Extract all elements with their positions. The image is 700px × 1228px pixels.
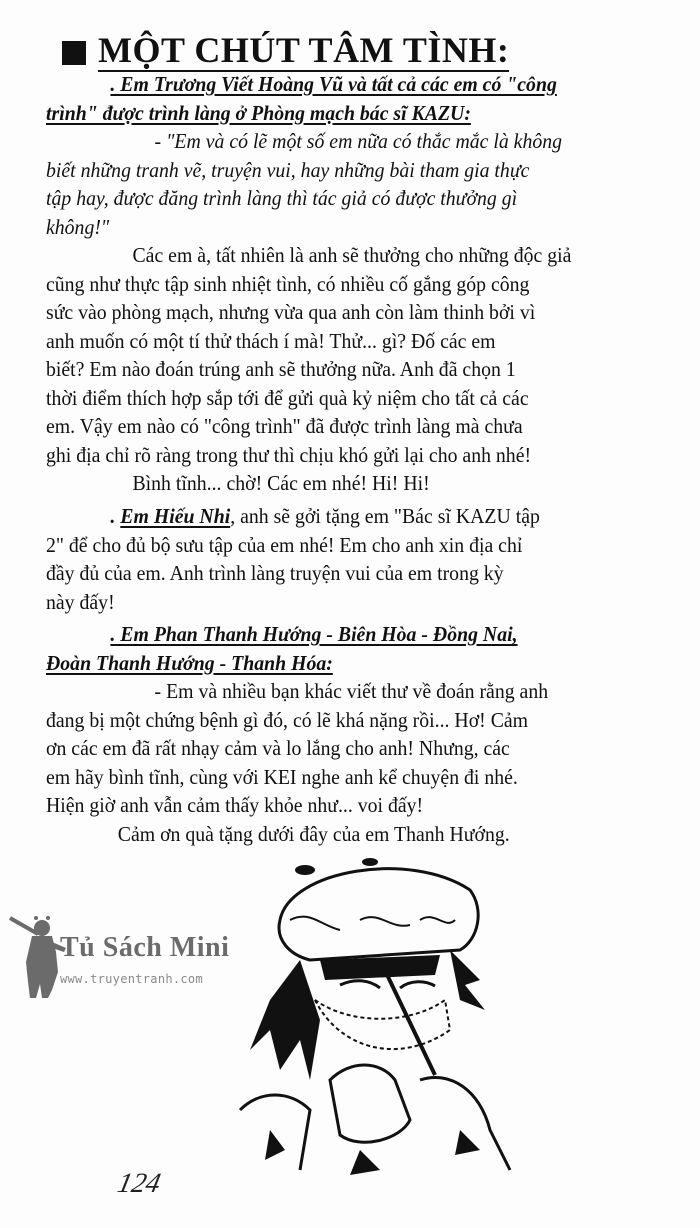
watermark-url: www.truyentranh.com (60, 972, 203, 986)
body-line: 2" để cho đủ bộ sưu tập của em nhé! Em cho anh xin địa chỉ (46, 532, 523, 557)
reply-line: anh muốn có một tí thử thách í mà! Thử... gì? Đố các em (46, 328, 496, 353)
section-heading (62, 30, 509, 72)
section-3 (46, 620, 656, 848)
reply-line: thời điểm thích hợp sắp tới để gửi quà kỷ niệm cho tất cả các (46, 385, 529, 410)
bullet: . (110, 504, 121, 528)
line-text: , anh sẽ gởi tặng em "Bác sĩ KAZU tập (230, 504, 540, 528)
body-line: này đấy! (46, 589, 115, 614)
thanks-line: Cảm ơn quà tặng dưới đây của em Thanh Hướng. (117, 821, 510, 846)
body-line: - Em và nhiều bạn khác viết thư về đoán rằng anh (154, 679, 549, 703)
quote-line: tập hay, được đăng trình làng thì tác giả có được thưởng gì (46, 186, 518, 210)
body-line: ơn các em đã rất nhạy cảm và lo lắng cho anh! Nhưng, các (46, 736, 510, 760)
recipient-line: Đoàn Thanh Hướng - Thanh Hóa: (46, 650, 333, 675)
recipient-line: . Em Trương Viết Hoàng Vũ và tất cả các em có "công (110, 72, 557, 96)
recipient-line: . Em Phan Thanh Hướng - Biên Hòa - Đồng Nai, (110, 622, 518, 646)
samurai-silhouette-icon (8, 912, 68, 1002)
body-line: Hiện giờ anh vẫn cảm thấy khỏe như... voi đấy! (46, 793, 424, 817)
quote-line: - "Em và có lẽ một số em nữa có thắc mắc là không (154, 129, 563, 153)
watermark-title: Tủ Sách Mini (60, 932, 230, 963)
section-2 (46, 502, 656, 616)
reply-line: cũng như thực tập sinh nhiệt tình, có nhiều cố gắng góp công (46, 271, 530, 296)
body-line: đang bị một chứng bệnh gì đó, có lẽ khá nặng rồi... Hơ! Cảm (46, 707, 529, 732)
quote-line: biết những tranh vẽ, truyện vui, hay những bài tham gia thực (46, 157, 530, 182)
surgeon-illustration (210, 850, 530, 1190)
body-line: đầy đủ của em. Anh trình làng truyện vui của em trong kỳ (46, 561, 504, 585)
heading-title: MỘT CHÚT TÂM TÌNH: (98, 30, 510, 70)
section-1 (46, 70, 656, 498)
body-line: em hãy bình tĩnh, cùng với KEI nghe anh kể chuyện đi nhé. (46, 764, 518, 789)
reply-line: Các em à, tất nhiên là anh sẽ thưởng cho những độc giả (132, 243, 572, 267)
reply-line: em. Vậy em nào có "công trình" đã được trình làng mà chưa (46, 414, 523, 438)
recipient-line: trình" được trình làng ở Phòng mạch bác sĩ KAZU: (46, 100, 471, 125)
page-number: 124 (114, 1168, 164, 1199)
closing-line: Bình tĩnh... chờ! Các em nhé! Hi! Hi! (132, 471, 430, 495)
reply-line: biết? Em nào đoán trúng anh sẽ thưởng nữa. Anh đã chọn 1 (46, 357, 516, 381)
reply-line: sức vào phòng mạch, nhưng vừa qua anh còn làm thinh bởi vì (46, 300, 536, 324)
reply-line: ghi địa chỉ rõ ràng trong thư thì chịu khó gửi lại cho anh nhé! (46, 442, 532, 467)
quote-line: không!" (46, 214, 110, 239)
recipient-name: Em Hiếu Nhi (120, 504, 231, 528)
recipient-line (46, 502, 656, 531)
black-square-icon (62, 41, 86, 65)
